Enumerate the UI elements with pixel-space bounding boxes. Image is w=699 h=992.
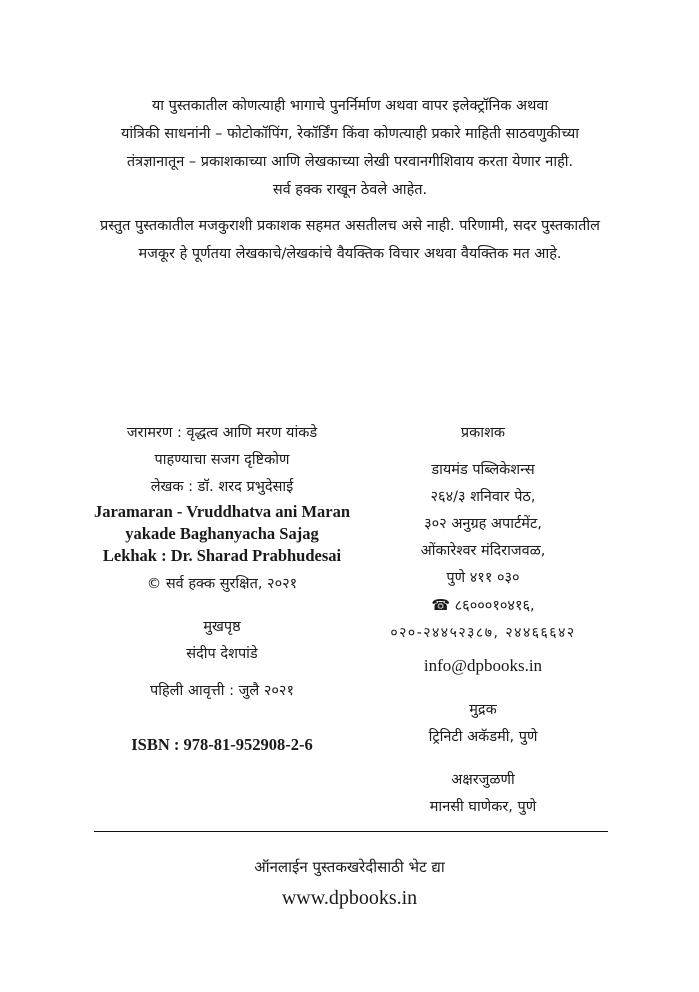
rights-notice-line: सर्व हक्क राखून ठेवले आहेत. [272, 182, 428, 198]
website-url: www.dpbooks.in [281, 887, 418, 909]
disclaimer-line: प्रस्तुत पुस्तकातील मजकुराशी प्रकाशक सहमत असतीलच असे नाही. परिणामी, सदर पुस्तकातील [99, 218, 601, 234]
publisher-city: पुणे ४११ ०३० [446, 570, 520, 586]
book-title-english-line2: yakade Baghanyacha Sajag [125, 524, 319, 543]
disclaimer-line: मजकूर हे पूर्णतया लेखकाचे/लेखकांचे वैयक्तिक विचार अथवा वैयक्तिक मत आहे. [138, 246, 562, 262]
publisher-name: डायमंड पब्लिकेशन्स [431, 462, 535, 478]
author-marathi: लेखक : डॉ. शरद प्रभुदेसाई [150, 479, 294, 495]
book-title-marathi-line1: जरामरण : वृद्धत्व आणि मरण यांकडे [126, 425, 318, 441]
typesetter-name: मानसी घाणेकर, पुणे [429, 799, 537, 815]
publisher-info-column [352, 420, 614, 821]
footer [0, 852, 699, 914]
printer-name: ट्रिनिटी अकॅडमी, पुणे [428, 729, 538, 745]
publisher-address-line: ओंकारेश्वर मंदिराजवळ, [420, 543, 546, 559]
phone-icon: ☎ [431, 596, 451, 614]
edition-info: पहिली आवृत्ती : जुलै २०२१ [149, 683, 294, 699]
author-english: Lekhak : Dr. Sharad Prabhudesai [102, 546, 342, 565]
isbn: ISBN : 978-81-952908-2-6 [131, 735, 313, 754]
rights-notice-line: तंत्रज्ञानातून – प्रकाशकाच्या आणि लेखकाच्या लेखी परवानगीशिवाय करता येणार नाही. [126, 154, 574, 170]
printer-label: मुद्रक [469, 702, 497, 718]
typesetting-label: अक्षरजुळणी [451, 772, 515, 788]
phone-line-1 [352, 592, 614, 620]
phone-line-2: ०२०-२४४५२३८७, २४४६६६४२ [390, 625, 576, 641]
divider-rule [94, 831, 608, 832]
copyright-statement: © सर्व हक्क सुरक्षित, २०२१ [146, 576, 298, 592]
publisher-address-line: २६४/३ शनिवार पेठ, [430, 489, 536, 505]
online-purchase-text: ऑनलाईन पुस्तकखरेदीसाठी भेट द्या [254, 858, 445, 876]
cover-designer-name: संदीप देशपांडे [186, 646, 258, 662]
cover-design-label: मुखपृष्ठ [203, 619, 241, 635]
book-title-marathi-line2: पाहण्याचा सजग दृष्टिकोण [154, 452, 290, 468]
rights-notice-line: या पुस्तकातील कोणत्याही भागाचे पुनर्निर्माण अथवा वापर इलेक्ट्रॉनिक अथवा [151, 98, 549, 114]
phone-number-mobile: ८६०००१०४१६, [454, 598, 535, 614]
publisher-email: info@dpbooks.in [423, 656, 543, 675]
disclaimer [65, 212, 635, 268]
rights-notice [80, 92, 620, 204]
publisher-address-line: ३०२ अनुग्रह अपार्टमेंट, [424, 516, 542, 532]
book-title-english-line1: Jaramaran - Vruddhatva ani Maran [93, 502, 351, 521]
publisher-label: प्रकाशक [460, 425, 506, 441]
rights-notice-line: यांत्रिकी साधनांनी – फोटोकॉपिंग, रेकॉर्डिंग किंवा कोणत्याही प्रकारे माहिती साठवणुकीच्या [121, 126, 579, 142]
book-info-column [78, 420, 366, 755]
